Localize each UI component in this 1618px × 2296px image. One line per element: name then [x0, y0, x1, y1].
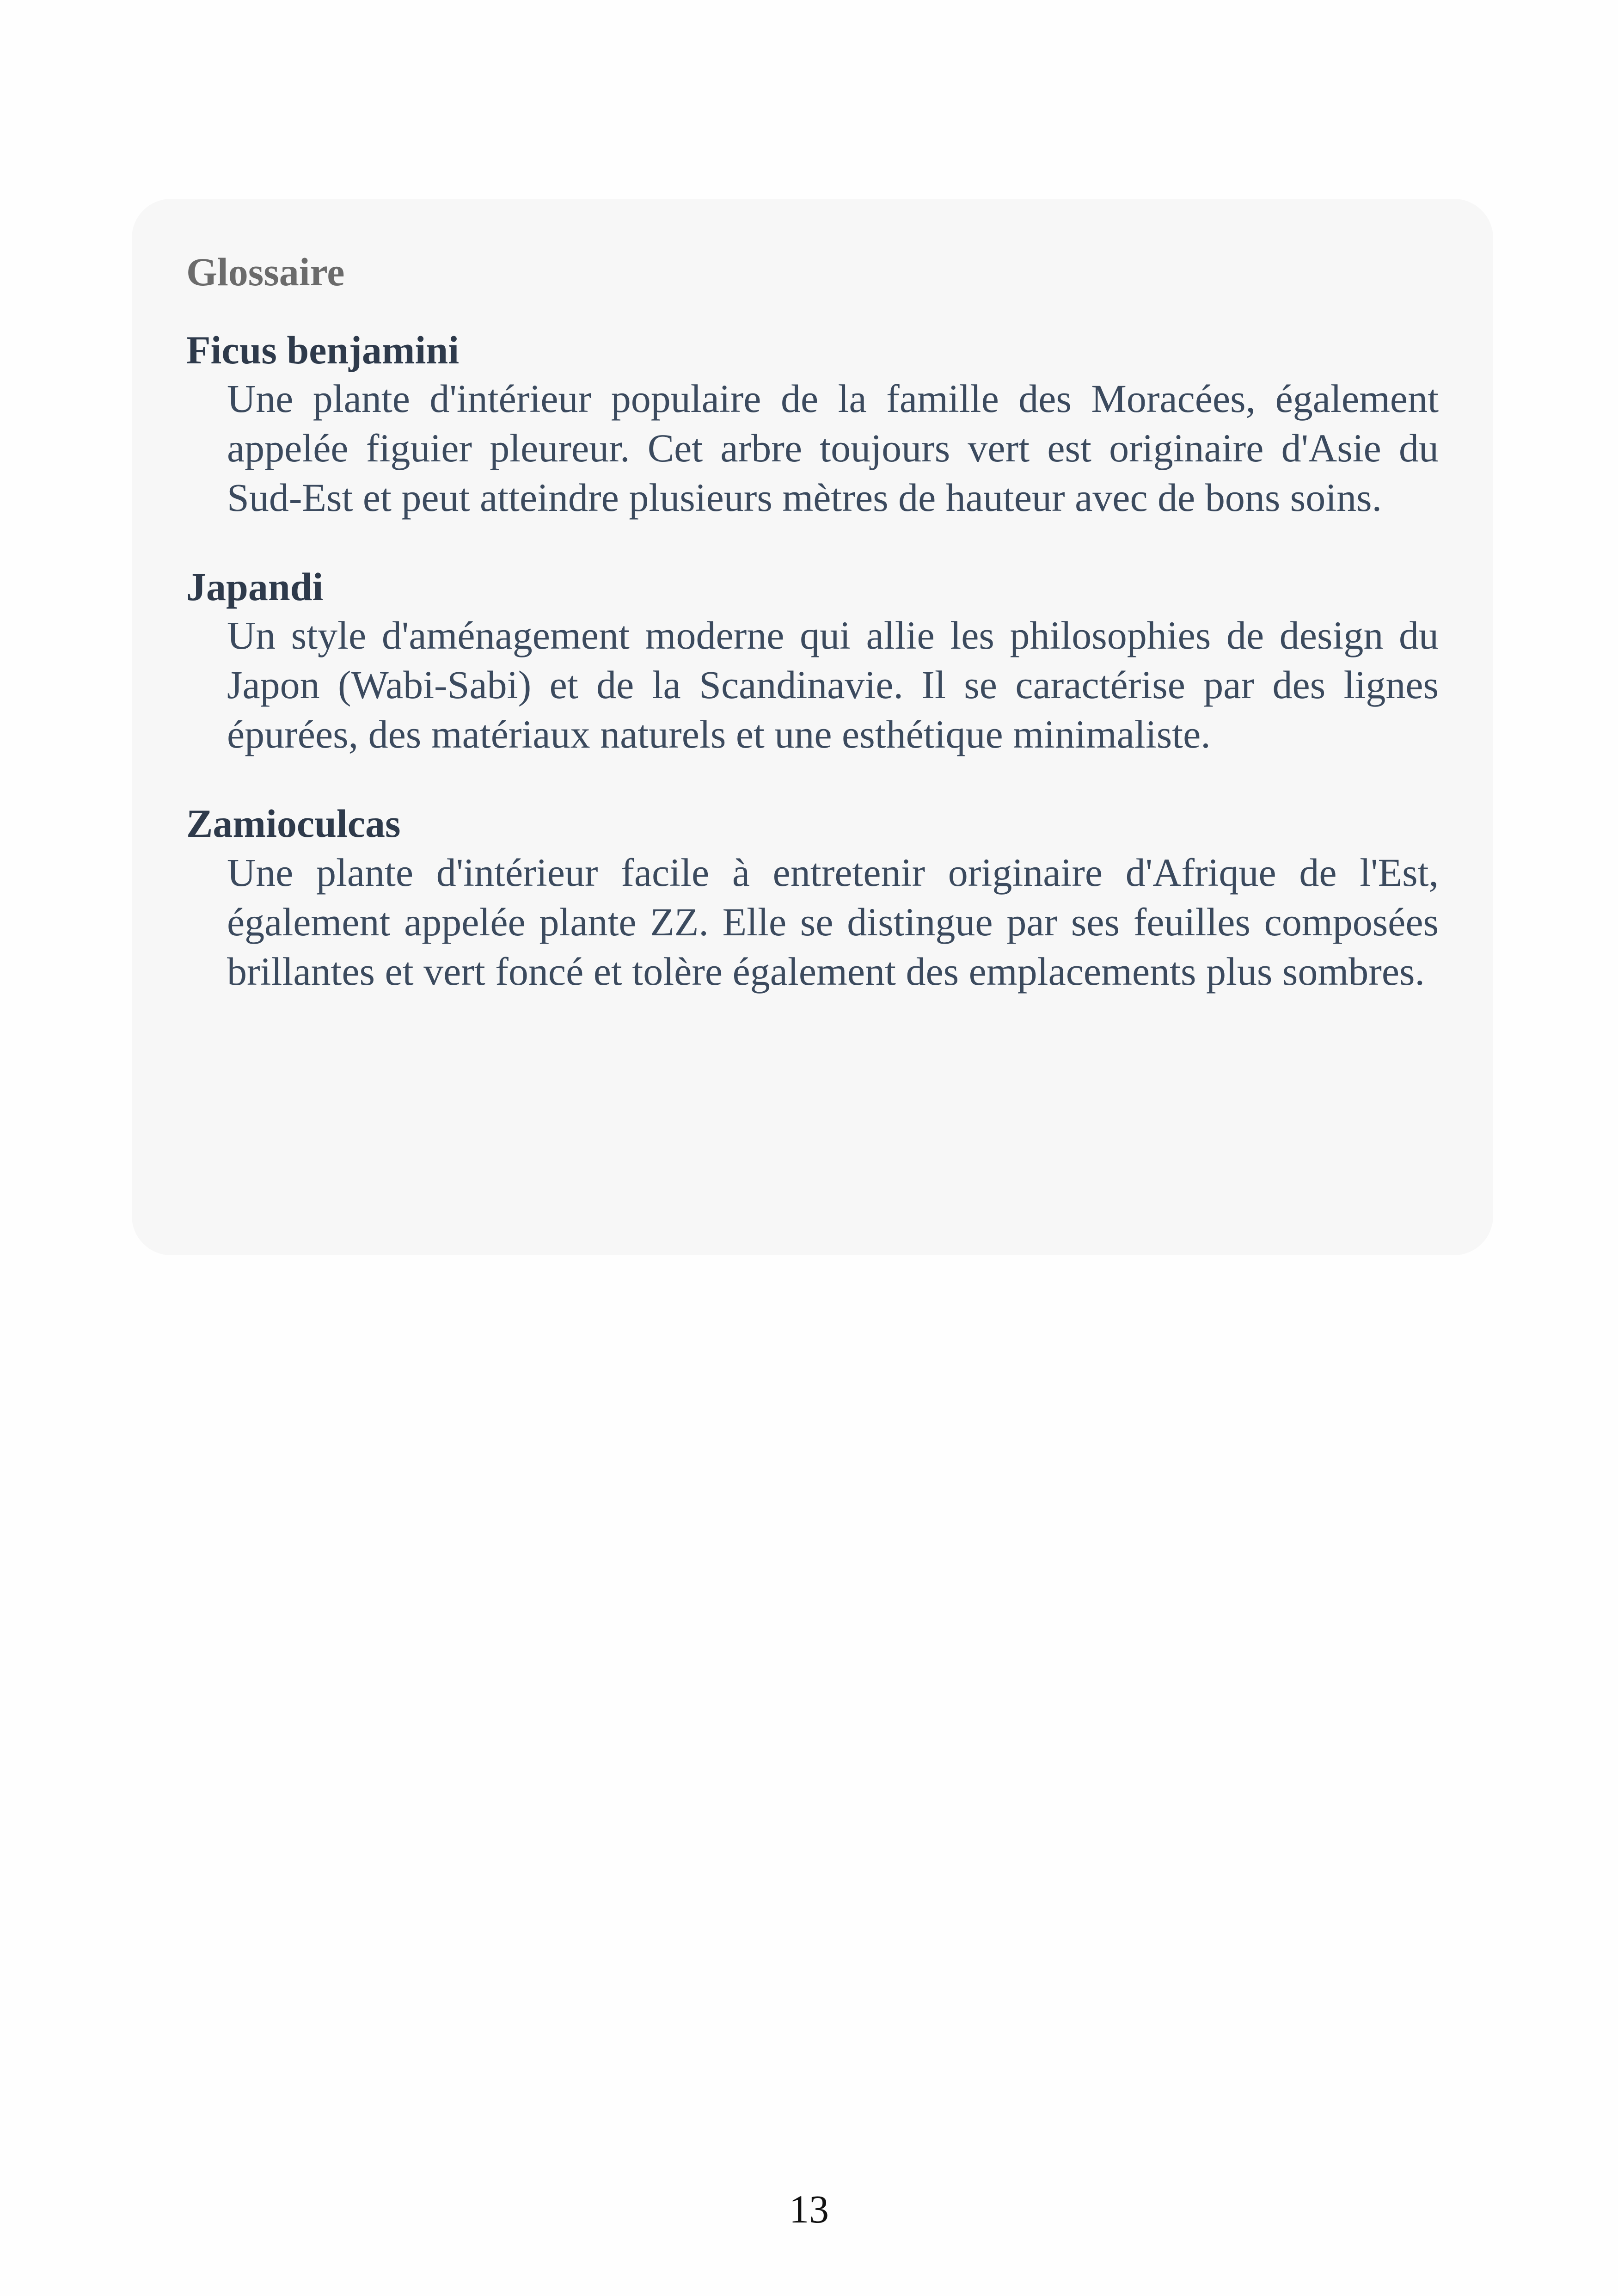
page-number: 13: [789, 2187, 829, 2231]
glossary-entry-zamioculcas: [186, 800, 1439, 996]
glossary-definition: Une plante d'intérieur facile à entretenir originaire d'Afrique de l'Est, également appelée plante ZZ. Elle se distingue par ses feuilles composées brillantes et vert foncé et tolère également des emplacements plus sombres.: [227, 850, 1439, 994]
glossary-definition: Une plante d'intérieur populaire de la famille des Moracées, également appelée figuier pleureur. Cet arbre toujours vert est originaire d'Asie du Sud-Est et peut atteindre plusieurs mètres de hauteur avec de bons soins.: [227, 376, 1439, 520]
glossary-term: Japandi: [186, 565, 324, 609]
glossary-term: Ficus benjamini: [186, 328, 460, 372]
glossary-box: [132, 199, 1493, 1255]
glossary-entry-japandi: [186, 563, 1439, 759]
glossary-entry-ficus-benjamini: [186, 326, 1439, 522]
glossary-heading: Glossaire: [186, 250, 345, 294]
glossary-definition: Un style d'aménagement moderne qui allie les philosophies de design du Japon (Wabi-Sabi) et de la Scandinavie. Il se caractérise par des lignes épurées, des matériaux naturels et une esthétique minimaliste.: [227, 613, 1439, 757]
glossary-term: Zamioculcas: [186, 801, 401, 846]
